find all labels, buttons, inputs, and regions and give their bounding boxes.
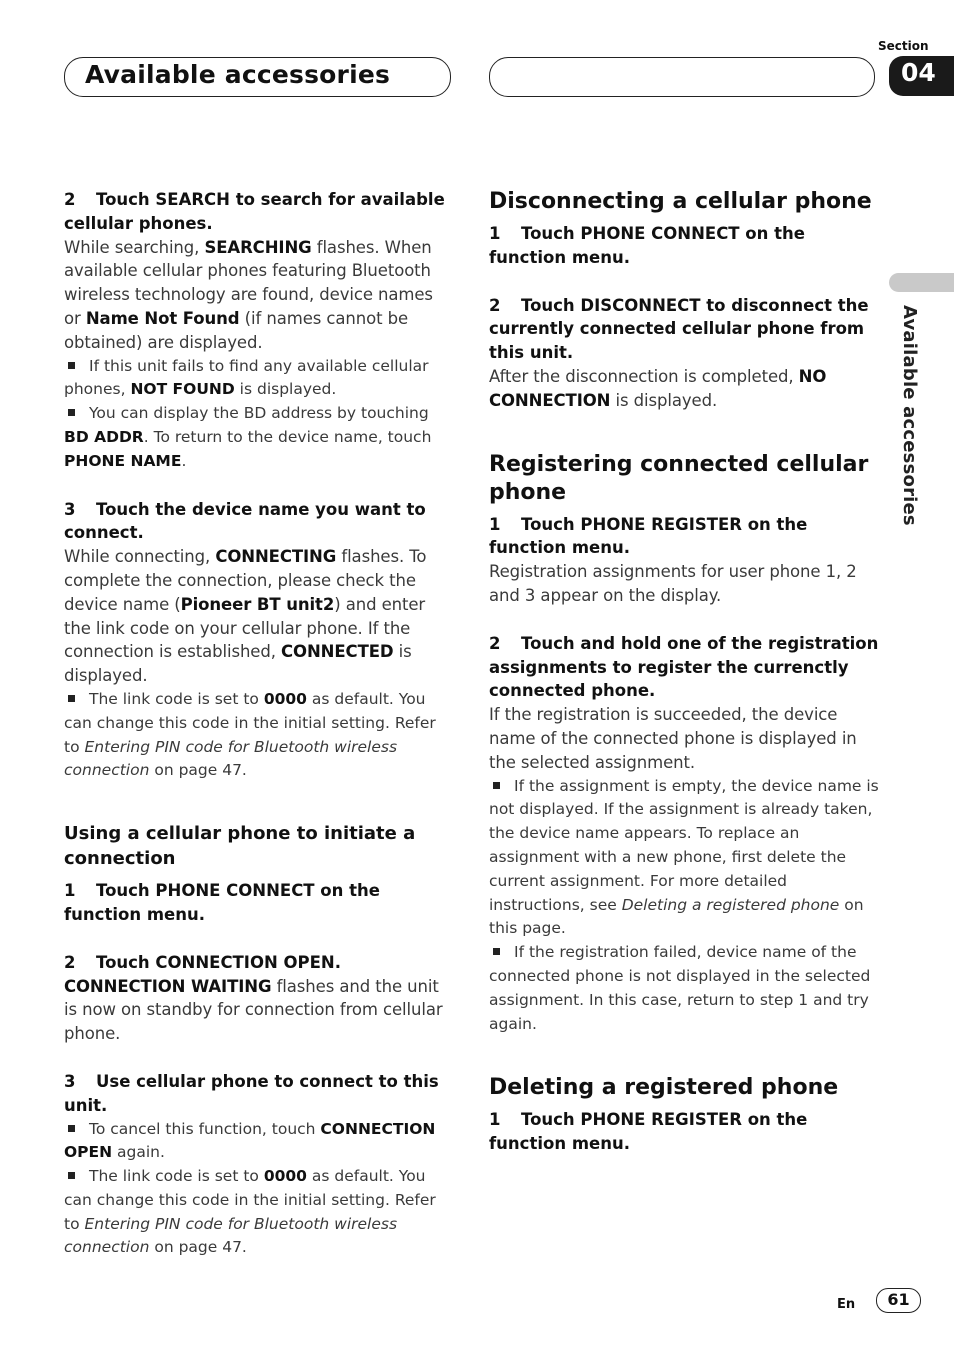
- bullet-square-icon: [68, 1125, 75, 1132]
- page-title: Available accessories: [85, 60, 391, 89]
- header-title-pill: [64, 57, 451, 97]
- bullet-square-icon: [68, 409, 75, 416]
- step-heading: 2 Touch CONNECTION OPEN.: [64, 952, 341, 972]
- paragraph: After the disconnection is completed, NO CONNECTION is displayed.: [489, 366, 827, 410]
- side-tab-label: Available accessories: [899, 305, 920, 526]
- note: If this unit fails to find any available cellular phones, NOT FOUND is displayed.: [64, 356, 429, 399]
- language-label: En: [837, 1297, 856, 1312]
- header-empty-pill: [489, 57, 875, 97]
- step-heading: 2 Touch and hold one of the registration assignments to register the currenctly connected phone.: [489, 633, 879, 701]
- section-label: Section: [878, 39, 929, 53]
- bullet-square-icon: [493, 782, 500, 789]
- step-heading: 1 Touch PHONE REGISTER on the function menu.: [489, 1110, 808, 1154]
- section-heading: Deleting a registered phone: [489, 1075, 839, 1101]
- right-column: [489, 188, 879, 1156]
- bullet-square-icon: [493, 948, 500, 955]
- step-heading: 3 Use cellular phone to connect to this unit.: [64, 1071, 439, 1115]
- note: You can display the BD address by touching BD ADDR. To return to the device name, touch PHONE NAME.: [64, 404, 432, 470]
- note: If the registration failed, device name of the connected phone is not displayed in the selected assignment. In this case, return to step 1 and try again.: [489, 943, 871, 1033]
- note: The link code is set to 0000 as default. You can change this code in the initial setting. Refer to Entering PIN code for Bluetooth wireless connection on page 47.: [64, 689, 436, 780]
- left-column: [64, 188, 454, 1260]
- note: If the assignment is empty, the device name is not displayed. If the assignment is already taken, the device name appears. To replace an assignment with a new phone, first delete the current assignment. For more detailed instructions, see Deleting a registered phone on this page.: [489, 776, 879, 938]
- section-heading: Disconnecting a cellular phone: [489, 189, 872, 214]
- paragraph: While connecting, CONNECTING flashes. To complete the connection, please check the device name (Pioneer BT unit2) and enter the link code on your cellular phone. If the connection is established, CONNECTED is displayed.: [64, 547, 427, 686]
- section-number-badge: [889, 56, 954, 96]
- step-heading: 1 Touch PHONE CONNECT on the function menu.: [489, 224, 805, 267]
- step-heading: 2 Touch DISCONNECT to disconnect the currently connected cellular phone from this unit.: [489, 295, 869, 363]
- paragraph: Registration assignments for user phone 1, 2 and 3 appear on the display.: [489, 562, 857, 605]
- section-number: 04: [901, 58, 936, 87]
- step-heading: 1 Touch PHONE REGISTER on the function menu.: [489, 514, 808, 558]
- bullet-square-icon: [68, 362, 75, 369]
- note: The link code is set to 0000 as default. You can change this code in the initial setting. Refer to Entering PIN code for Bluetooth wireless connection on page 47.: [64, 1167, 436, 1257]
- bullet-square-icon: [68, 1172, 75, 1179]
- page-number: 61: [887, 1290, 910, 1309]
- paragraph: If the registration is succeeded, the device name of the connected phone is displayed in the selected assignment.: [489, 705, 857, 772]
- step-heading: 1 Touch PHONE CONNECT on the function menu.: [64, 881, 380, 924]
- step-heading: 3 Touch the device name you want to connect.: [64, 499, 426, 543]
- section-heading: Registering connected cellular phone: [489, 451, 869, 505]
- paragraph: CONNECTION WAITING flashes and the unit is now on standby for connection from cellular phone.: [64, 976, 443, 1044]
- bullet-square-icon: [68, 695, 75, 702]
- note: To cancel this function, touch CONNECTION OPEN again.: [64, 1119, 436, 1162]
- step-heading: 2 Touch SEARCH to search for available cellular phones.: [64, 190, 445, 233]
- side-tab-marker: [889, 273, 954, 292]
- paragraph: While searching, SEARCHING flashes. When available cellular phones featuring Bluetooth wireless technology are found, device names or Name Not Found (if names cannot be obtained) are displayed.: [64, 237, 433, 352]
- subheading: Using a cellular phone to initiate a connection: [64, 823, 416, 870]
- page-number-pill: [876, 1288, 921, 1313]
